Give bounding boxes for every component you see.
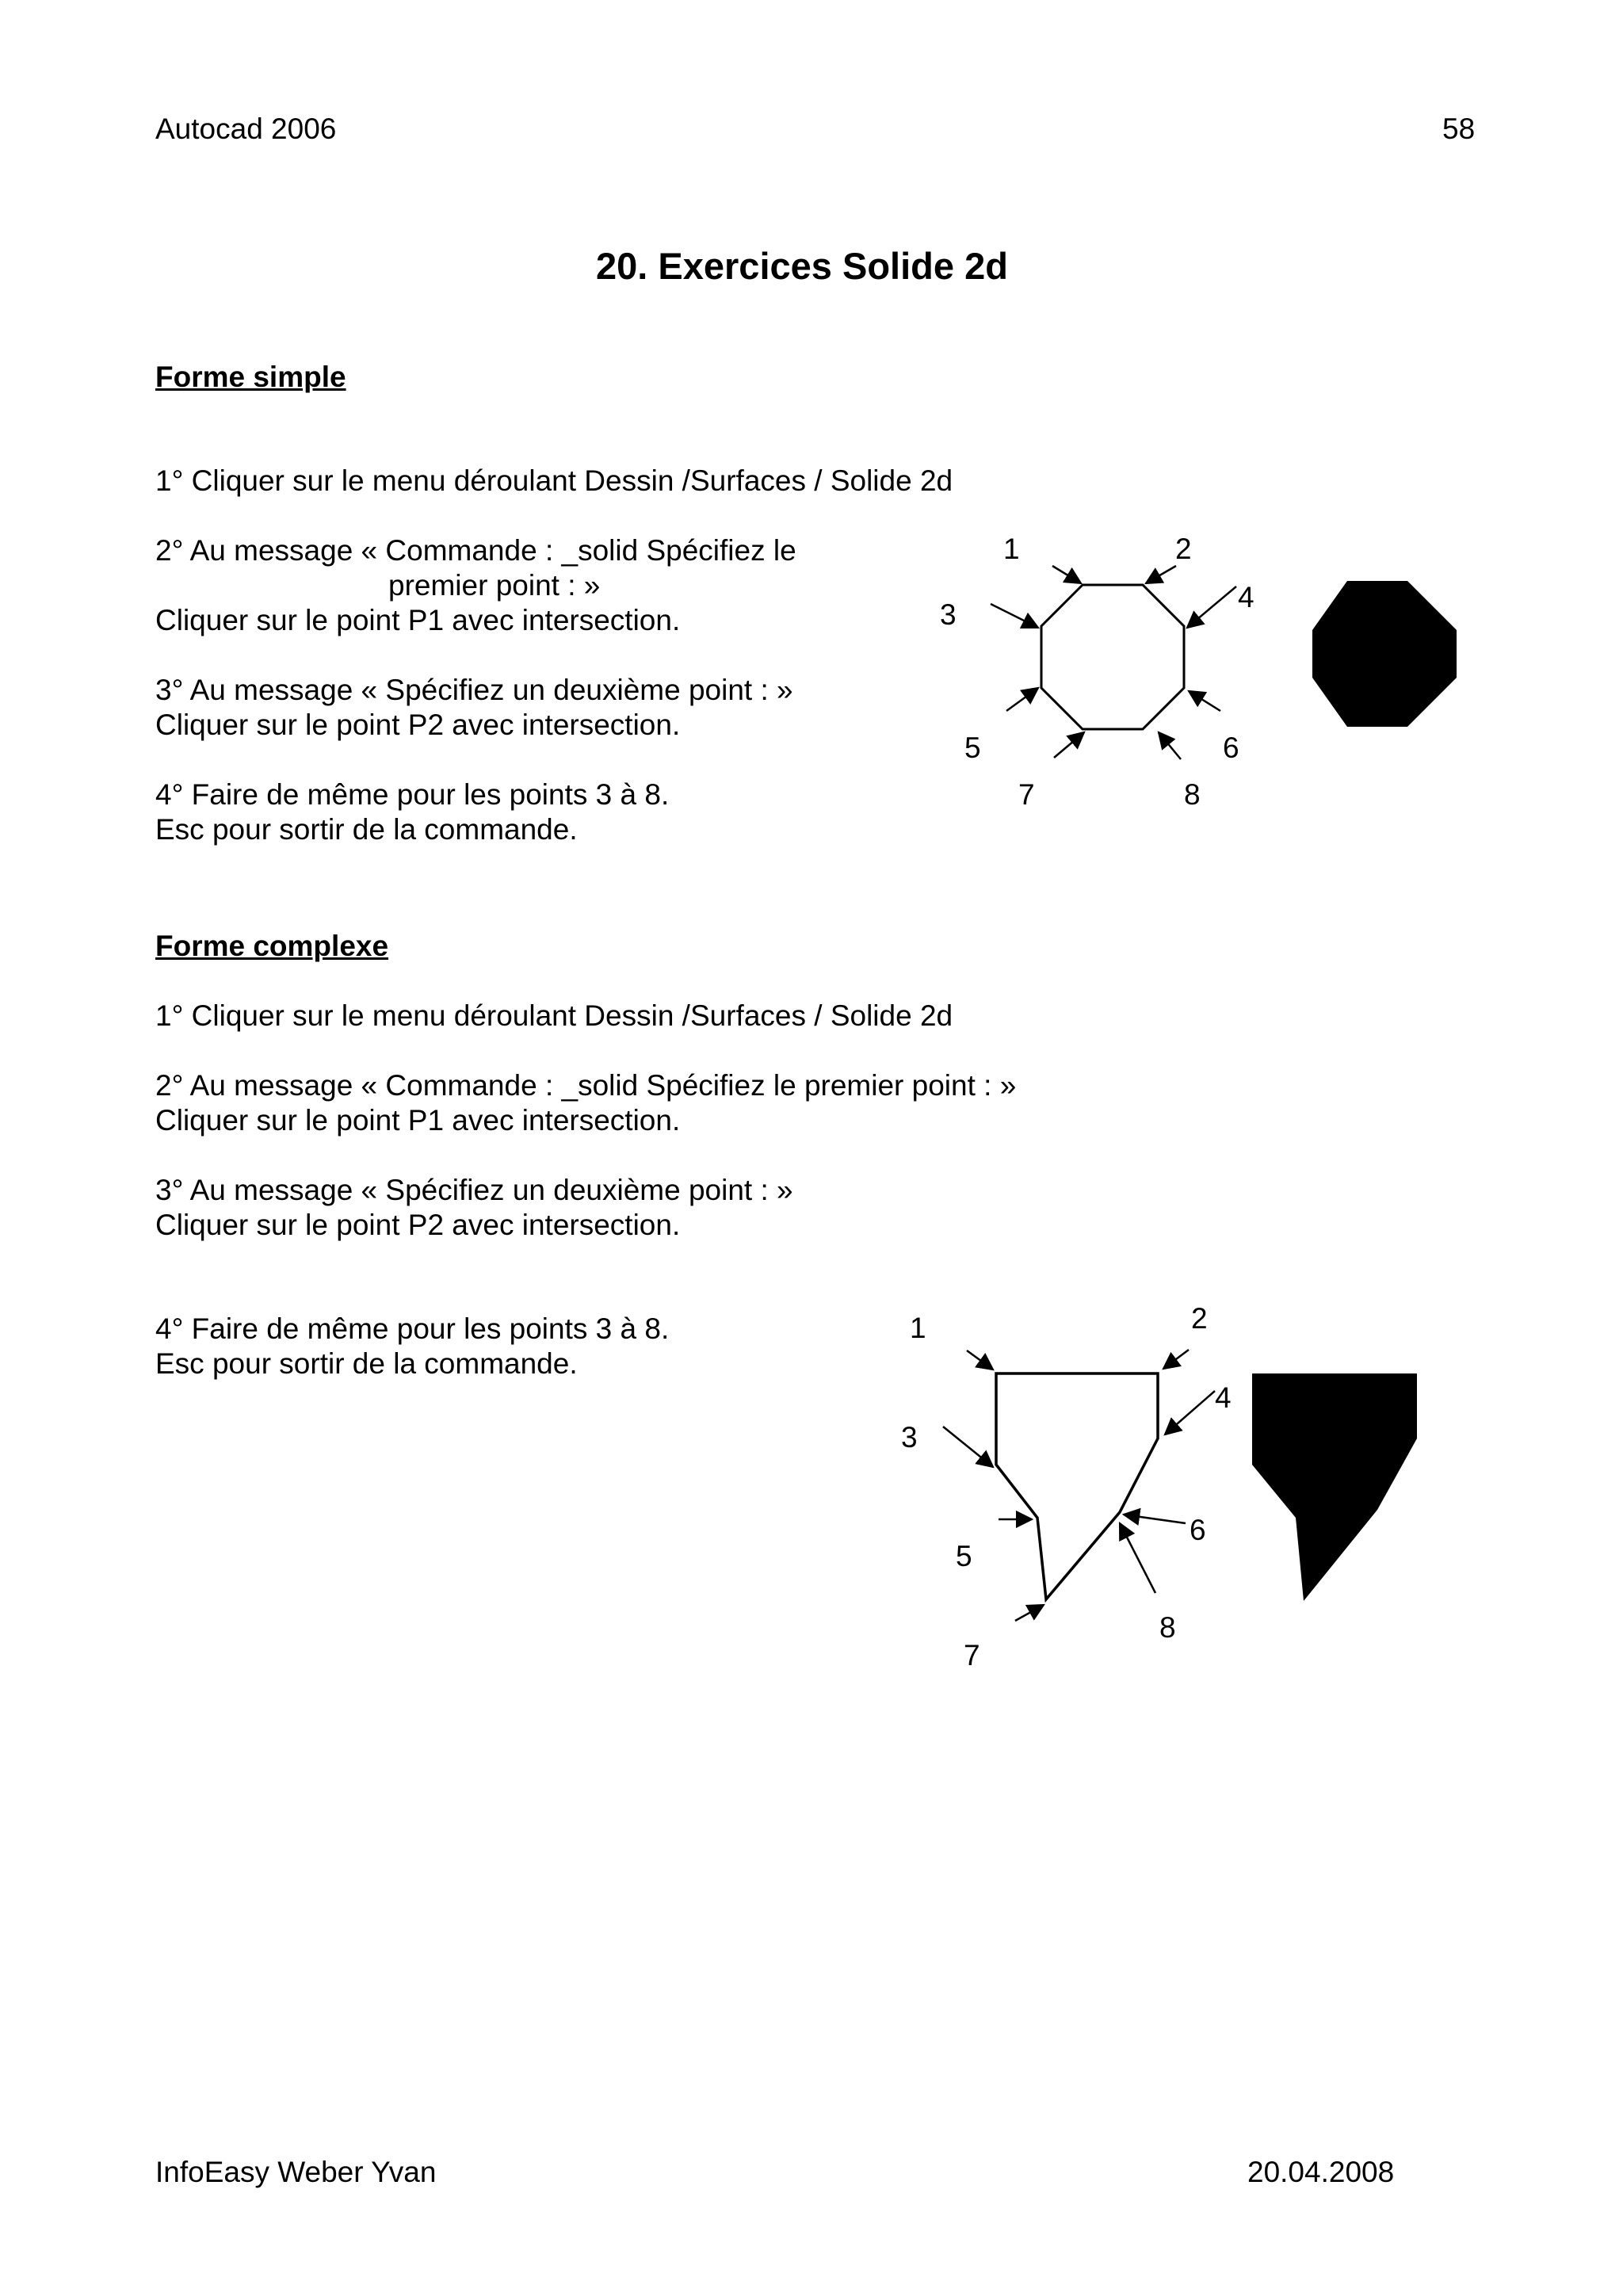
- octagon-label-3: 3: [940, 598, 957, 631]
- simple-step-2-line-3: Cliquer sur le point P1 avec intersection.: [155, 604, 681, 636]
- page-title: 20. Exercices Solide 2d: [596, 245, 1008, 287]
- complex-step-2-line-2: Cliquer sur le point P1 avec intersection.: [155, 1104, 681, 1137]
- octagon-label-4: 4: [1238, 581, 1254, 613]
- complex-filled: [1252, 1373, 1417, 1601]
- complex-arrow-7: [1015, 1605, 1044, 1621]
- complex-arrow-8: [1120, 1523, 1155, 1593]
- octagon-label-5: 5: [964, 732, 981, 764]
- simple-step-1: 1° Cliquer sur le menu déroulant Dessin /Surfaces / Solide 2d: [155, 464, 953, 497]
- simple-step-3-line-1: 3° Au message « Spécifiez un deuxième point : »: [155, 674, 793, 706]
- header-left: Autocad 2006: [155, 113, 337, 145]
- octagon-label-7: 7: [1018, 778, 1035, 811]
- complex-step-4-line-1: 4° Faire de même pour les points 3 à 8.: [155, 1312, 670, 1345]
- page-number: 58: [1442, 113, 1476, 145]
- complex-label-6: 6: [1190, 1514, 1206, 1546]
- complex-step-4-line-2: Esc pour sortir de la commande.: [155, 1347, 578, 1380]
- simple-step-4-line-1: 4° Faire de même pour les points 3 à 8.: [155, 778, 670, 811]
- complex-arrow-1: [967, 1350, 993, 1370]
- simple-step-3-line-2: Cliquer sur le point P2 avec intersection.: [155, 709, 681, 741]
- section-heading-complex: Forme complexe: [155, 930, 389, 962]
- octagon-label-2: 2: [1175, 533, 1192, 565]
- octagon-label-6: 6: [1223, 732, 1239, 764]
- complex-arrow-3: [943, 1427, 993, 1467]
- footer-author: InfoEasy Weber Yvan: [155, 2156, 437, 2188]
- footer-date: 20.04.2008: [1247, 2156, 1395, 2188]
- simple-step-4-line-2: Esc pour sortir de la commande.: [155, 813, 578, 846]
- complex-arrow-6: [1124, 1515, 1186, 1523]
- complex-label-3: 3: [901, 1421, 918, 1454]
- simple-step-2-line-1: 2° Au message « Commande : _solid Spécifiez le: [155, 534, 796, 567]
- complex-label-1: 1: [910, 1312, 926, 1344]
- complex-step-3-line-1: 3° Au message « Spécifiez un deuxième point : »: [155, 1174, 793, 1206]
- section-heading-simple: Forme simple: [155, 361, 346, 393]
- complex-step-3-line-2: Cliquer sur le point P2 avec intersection.: [155, 1209, 681, 1241]
- complex-label-7: 7: [964, 1639, 980, 1671]
- simple-step-2-line-2: premier point : »: [388, 569, 601, 602]
- complex-outline: [996, 1373, 1158, 1599]
- complex-step-2-line-1: 2° Au message « Commande : _solid Spécifiez le premier point : »: [155, 1069, 1017, 1102]
- complex-arrow-4: [1165, 1391, 1215, 1435]
- complex-label-4: 4: [1215, 1381, 1232, 1414]
- complex-label-8: 8: [1159, 1611, 1176, 1644]
- complex-step-1: 1° Cliquer sur le menu déroulant Dessin /Surfaces / Solide 2d: [155, 999, 953, 1032]
- complex-arrow-2: [1163, 1350, 1189, 1369]
- complex-label-5: 5: [956, 1540, 972, 1572]
- complex-label-2: 2: [1191, 1302, 1208, 1335]
- octagon-label-1: 1: [1003, 533, 1020, 565]
- octagon-label-8: 8: [1184, 778, 1201, 811]
